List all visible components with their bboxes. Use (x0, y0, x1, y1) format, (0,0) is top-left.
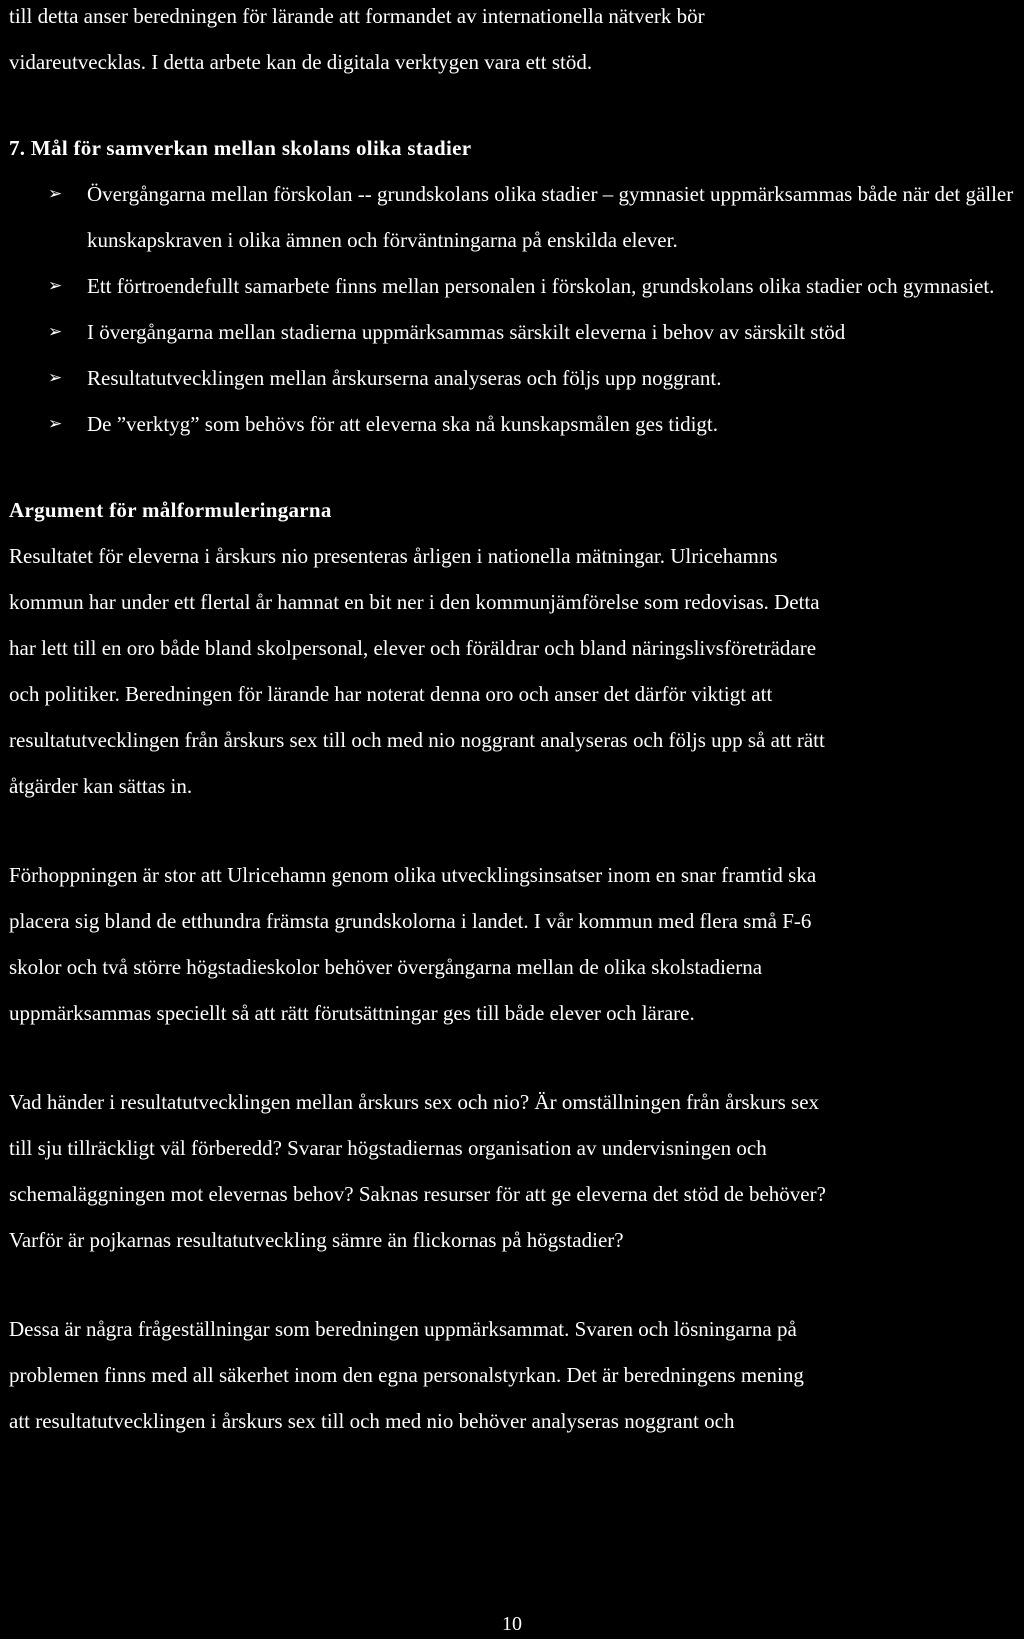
text-line: till detta anser beredningen för lärande att formandet av internationella nätverk bör (9, 4, 705, 28)
text-line: schemaläggningen mot elevernas behov? Saknas resurser för att ge eleverna det stöd de behöver? (9, 1182, 826, 1206)
list-item (9, 309, 1014, 355)
text-line: till sju tillräckligt väl förberedd? Svarar högstadiernas organisation av undervisningen och (9, 1136, 767, 1160)
intro-paragraph (9, 0, 1014, 85)
list-item-text: De ”verktyg” som behövs för att eleverna ska nå kunskapsmålen ges tidigt. (87, 412, 718, 436)
arrow-bullet-icon: ➢ (48, 414, 63, 434)
list-item-text: Ett förtroendefullt samarbete finns mellan personalen i förskolan, grundskolans olika stadier och gymnasiet. (87, 274, 995, 298)
text-line: skolor och två större högstadieskolor behöver övergångarna mellan de olika skolstadierna (9, 955, 763, 979)
arrow-bullet-icon: ➢ (48, 368, 63, 388)
text-line: har lett till en oro både bland skolpersonal, elever och föräldrar och bland näringslivsföreträdare (9, 636, 817, 660)
text-line: kommun har under ett flertal år hamnat en bit ner i den kommunjämförelse som redovisas. Detta (9, 590, 820, 614)
text-line: Dessa är några frågeställningar som beredningen uppmärksammat. Svaren och lösningarna på (9, 1317, 797, 1341)
text-line: Varför är pojkarnas resultatutveckling sämre än flickornas på högstadier? (9, 1228, 624, 1252)
text-line: och politiker. Beredningen för lärande har noterat denna oro och anser det därför viktigt att (9, 682, 773, 706)
section-heading: 7. Mål för samverkan mellan skolans olika stadier (9, 136, 472, 160)
body-paragraph (9, 1306, 1014, 1444)
text-line: placera sig bland de etthundra främsta grundskolorna i landet. I vår kommun med flera små F-6 (9, 909, 812, 933)
text-line: vidareutvecklas. I detta arbete kan de digitala verktygen vara ett stöd. (9, 50, 593, 74)
list-item-text: Resultatutvecklingen mellan årskurserna analyseras och följs upp noggrant. (87, 366, 722, 390)
list-item-text: Övergångarna mellan förskolan -- grundskolans olika stadier – gymnasiet uppmärksammas både när det gäller kunskapskraven i olika ämnen och förväntningarna på enskilda elever. (87, 182, 1014, 252)
list-item (9, 171, 1014, 263)
list-item (9, 355, 1014, 401)
list-item (9, 401, 1014, 447)
list-item (9, 263, 1014, 309)
text-line: Resultatet för eleverna i årskurs nio presenteras årligen i nationella mätningar. Ulricehamns (9, 544, 778, 568)
text-line: att resultatutvecklingen i årskurs sex till och med nio behöver analyseras noggrant och (9, 1409, 735, 1433)
body-paragraph (9, 1079, 1014, 1263)
text-line: uppmärksammas speciellt så att rätt förutsättningar ges till både elever och lärare. (9, 1001, 695, 1025)
text-line: Vad händer i resultatutvecklingen mellan årskurs sex och nio? Är omställningen från årskurs sex (9, 1090, 820, 1114)
text-line: resultatutvecklingen från årskurs sex till och med nio noggrant analyseras och följs upp så att rätt (9, 728, 825, 752)
arrow-bullet-icon: ➢ (48, 322, 63, 342)
argument-heading: Argument för målformuleringarna (9, 498, 332, 522)
body-paragraph (9, 533, 1014, 809)
text-line: problemen finns med all säkerhet inom den egna personalstyrkan. Det är beredningens mening (9, 1363, 804, 1387)
goal-list (9, 171, 1014, 447)
arrow-bullet-icon: ➢ (48, 276, 63, 296)
text-line: åtgärder kan sättas in. (9, 774, 193, 798)
page-number: 10 (502, 1613, 522, 1635)
list-item-text: I övergångarna mellan stadierna uppmärksammas särskilt eleverna i behov av särskilt stöd (87, 320, 846, 344)
body-paragraph (9, 852, 1014, 1036)
text-line: Förhoppningen är stor att Ulricehamn genom olika utvecklingsinsatser inom en snar framtid ska (9, 863, 817, 887)
arrow-bullet-icon: ➢ (48, 184, 63, 204)
